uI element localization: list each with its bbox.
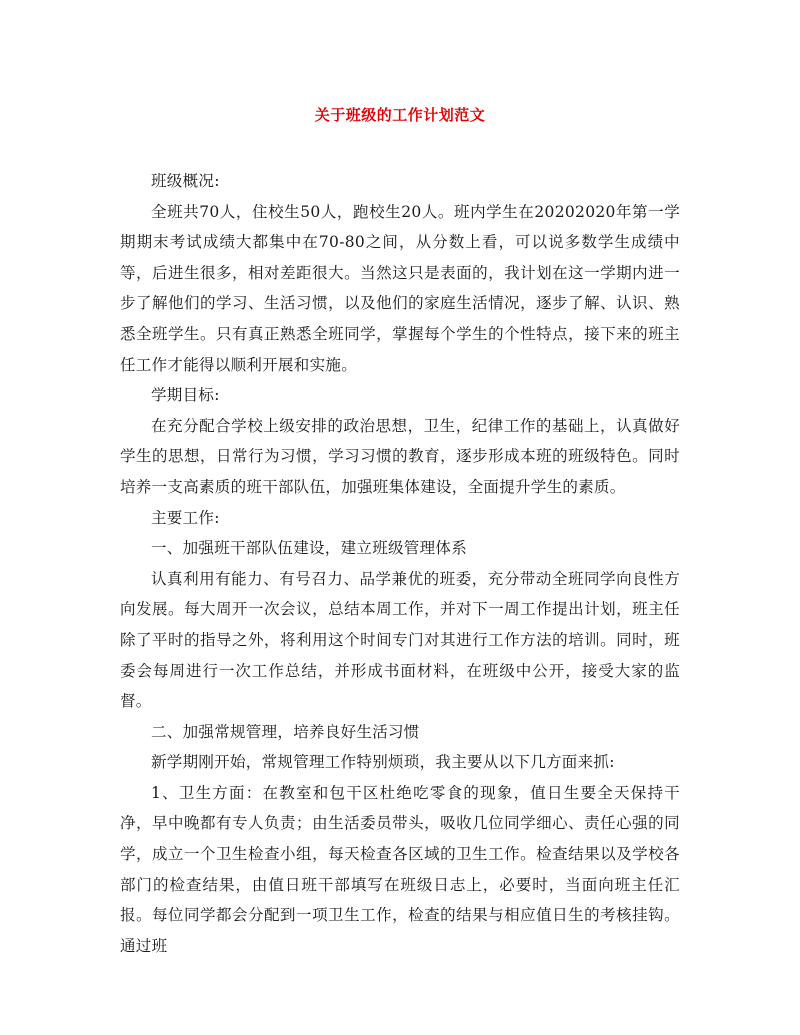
paragraph-class-overview: 全班共70人，住校生50人，跑校生20人。班内学生在20202020年第一学期期末考试成绩大都集中在70-80之间，从分数上看，可以说多数学生成绩中等，后进生很多，相对差距很大。当然这只是表面的，我计划在这一学期内进一步了解他们的学习、生活习惯，以及他们的家庭生活情况，逐步了解、认识、熟悉全班学生。只有真正熟悉全班同学，掌握每个学生的个性特点，接下来的班主任工作才能得以顺利开展和实施。	[120, 202, 680, 374]
subheading-class-cadre: 一、加强班干部队伍建设，建立班级管理体系	[151, 539, 468, 558]
section-heading-main-work: 主要工作:	[151, 508, 220, 527]
section-heading-semester-goals: 学期目标:	[151, 386, 220, 405]
document-body	[120, 166, 680, 961]
section-heading-class-overview: 班级概况:	[151, 172, 220, 190]
paragraph-class-cadre: 认真利用有能力、有号召力、品学兼优的班委，充分带动全班同学向良性方向发展。每大周开一次会议，总结本周工作，并对下一周工作提出计划，班主任除了平时的指导之外，将利用这个时间专门对其进行工作方法的培训。同时，班委会每周进行一次工作总结，并形成书面材料，在班级中公开，接受大家的监督。	[120, 569, 680, 711]
document-title: 关于班级的工作计划范文	[314, 106, 486, 124]
paragraph-routine-intro: 新学期刚开始，常规管理工作特别烦琐，我主要从以下几方面来抓:	[151, 753, 615, 772]
paragraph-hygiene: 1、卫生方面：在教室和包干区杜绝吃零食的现象，值日生要全天保持干净，早中晚都有专人负责；由生活委员带头，吸收几位同学细心、责任心强的同学，成立一个卫生检查小组，每天检查各区域的卫生工作。检查结果以及学校各部门的检查结果，由值日班干部填写在班级日志上，必要时，当面向班主任汇报。每位同学都会分配到一项卫生工作，检查的结果与相应值日生的考核挂钩。通过班	[120, 783, 680, 955]
subheading-routine-management: 二、加强常规管理，培养良好生活习惯	[151, 722, 420, 741]
paragraph-semester-goals: 在充分配合学校上级安排的政治思想，卫生，纪律工作的基础上，认真做好学生的思想，日常行为习惯，学习习惯的教育，逐步形成本班的班级特色。同时培养一支高素质的班干部队伍，加强班集体建设，全面提升学生的素质。	[120, 416, 680, 496]
